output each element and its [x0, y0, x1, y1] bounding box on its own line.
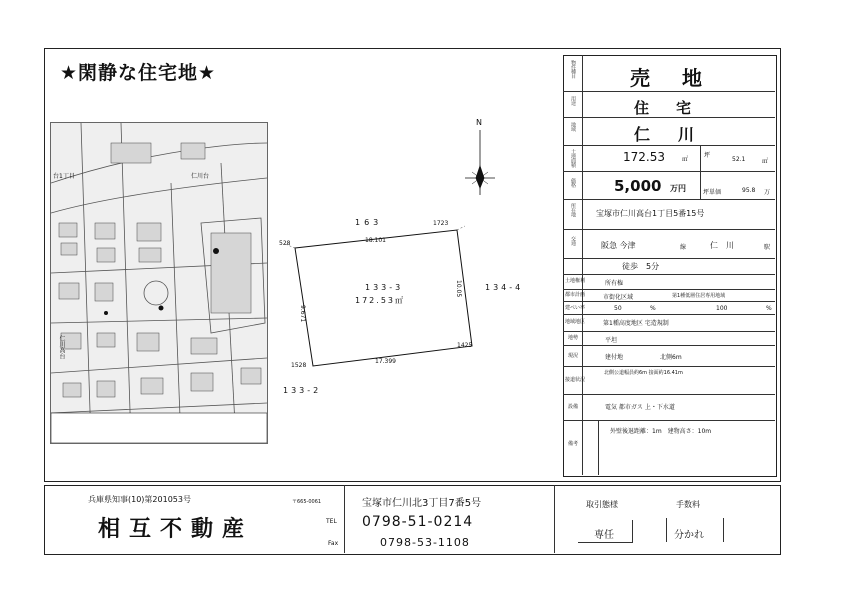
price-unit: 万円 [670, 184, 686, 193]
label-current: 現況 [568, 353, 579, 359]
side-left-length: 9.671 [299, 305, 306, 323]
land-area-value: 172.53 [623, 150, 665, 164]
coverage-pct: % [650, 305, 656, 312]
zoning-left: 市街化区域 [603, 294, 634, 301]
side-top-length: 18.101 [365, 237, 386, 244]
plot-drawing [275, 110, 555, 410]
current: 建付地 [605, 354, 624, 361]
side-bottom-length: 17.399 [375, 358, 396, 365]
label-transport: 交通 [570, 236, 576, 245]
label-district: 地域地区 [565, 319, 586, 325]
spec-sheet [563, 55, 777, 477]
far: 100 [716, 305, 728, 312]
label-terrain: 地勢 [568, 335, 579, 341]
terrain: 平坦 [605, 337, 618, 344]
corner-tl: 528 [279, 240, 291, 247]
map-label-left: 仁川高台 [58, 335, 65, 359]
coverage: 50 [614, 305, 622, 312]
label-utilities: 設備 [568, 404, 579, 410]
fax-label: Fax [328, 540, 339, 547]
deal-value: 専任 [594, 530, 614, 541]
label-area: 地域 [570, 122, 576, 131]
neighbor-right: 134-4 [485, 283, 524, 292]
area-map [50, 122, 268, 444]
label-price: 価格 [570, 178, 576, 187]
fee-value: 分かれ [674, 530, 704, 541]
address: 宝塚市仁川北3丁目7番5号 [362, 498, 482, 509]
type-title: 売 地 [630, 66, 708, 90]
fax: 0798-53-1108 [380, 536, 470, 549]
label-road: 接道状況 [565, 377, 586, 383]
tsubo-value: 52.1 [732, 156, 746, 163]
neighbor-bottom: 133-2 [283, 386, 322, 395]
unit-price-unit: 万 [764, 189, 771, 196]
remarks: 外壁後退距離：1m 建物高さ：10m [610, 428, 712, 435]
tsubo-label: 坪 [704, 152, 711, 159]
company-name: 相互不動産 [98, 516, 254, 542]
license: 兵庫県知事(10)第201053号 [88, 495, 191, 504]
tsubo-unit: ㎡ [762, 158, 769, 165]
headline: ★閑静な住宅地★ [60, 62, 217, 84]
corner-tr: 1723 [433, 220, 449, 227]
use-title: 住 宅 [634, 99, 698, 117]
label-land: 土地面積 [570, 149, 576, 167]
corner-br: 1425 [457, 342, 473, 349]
area-title: 仁 川 [634, 125, 701, 144]
land-area-unit: ㎡ [682, 156, 689, 163]
status: 所有権 [605, 280, 624, 287]
walk: 徒歩 5分 [622, 262, 660, 271]
deal-label: 取引態様 [586, 500, 618, 509]
remarks-label: 備考 [568, 441, 579, 447]
map-label-kou: 仁川台 [191, 173, 210, 180]
label-type: 物件種目 [570, 60, 576, 78]
label-zoning: 都市計画 [565, 292, 586, 298]
district: 第1種高度地区 宅造規制 [603, 320, 669, 327]
side-right-length: 10.05 [455, 280, 462, 298]
far-pct: % [766, 305, 772, 312]
compass-label: N [476, 118, 482, 127]
north-arrow-icon [465, 130, 495, 195]
location: 宝塚市仁川高台1丁目5番15号 [596, 209, 705, 218]
transport-line: 阪急 今津 [601, 241, 636, 250]
label-rights: 土地権利 [565, 278, 586, 284]
plot-diagram [275, 110, 555, 410]
lot-main: 133-3 [365, 283, 404, 292]
label-ratio: 建ぺい率 [565, 305, 586, 311]
label-location: 所在地 [570, 203, 576, 217]
unit-price-value: 95.8 [742, 187, 756, 194]
transport-station: 仁 川 [710, 241, 734, 250]
tel: 0798-51-0214 [362, 514, 474, 530]
label-use: 用途 [570, 96, 576, 105]
tel-label: TEL [326, 518, 337, 525]
fee-label: 手数料 [676, 500, 700, 509]
neighbor-top: 163 [355, 218, 383, 227]
zoning-right: 第1種低層住居専用地域 [672, 293, 726, 299]
map-label-nishi: 台1丁目 [53, 173, 75, 180]
map-drawing [51, 123, 267, 443]
unit-price-label: 坪単価 [703, 189, 722, 196]
utilities: 電気 都市ガス 上・下水道 [605, 404, 675, 411]
price-value: 5,000 [614, 177, 662, 195]
road-detail: 北側公道幅員約6m 接面約16.41m [604, 370, 683, 376]
spec-label-col-divider [582, 55, 583, 475]
transport-station-suffix: 駅 [764, 244, 771, 251]
transport-line-suffix: 線 [680, 244, 687, 251]
lot-area: 172.53㎡ [355, 296, 405, 305]
road-note: 北側6m [660, 354, 682, 361]
corner-bl: 1528 [291, 362, 307, 369]
postal: 〒665-0061 [292, 499, 322, 505]
